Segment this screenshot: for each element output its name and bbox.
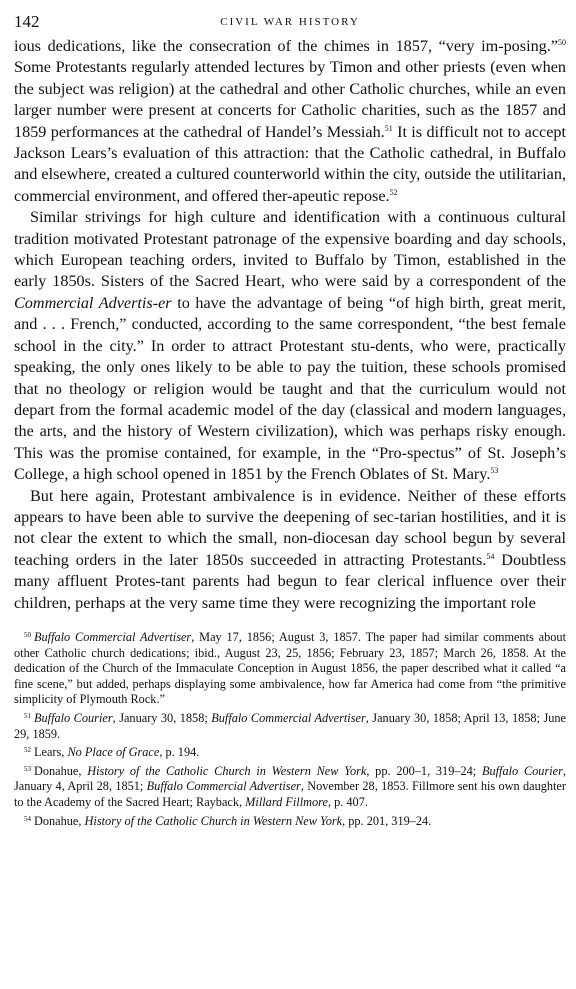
text-run: Donahue, <box>34 763 88 778</box>
italic-text: Buffalo Courier <box>481 763 563 778</box>
text-run: , p. 407. <box>327 794 368 809</box>
text-run: It is difficult not to accept Jackson Lears’s evaluation of this attraction: that the Catholic cathedral, in Buffalo and elsewhere, created a cultured counterworld within the city, outside the utilitarian, commercial environment, and offered ther-apeutic repose. <box>14 122 566 205</box>
footnote-marker: 51 <box>384 123 393 133</box>
text-run: to have the advantage of being “of high birth, great merit, and . . . French,” conducted, according to the same correspondent, “the best female school in the city.” In order to attract Protestant stu-dents, who were, practically speaking, the only ones likely to be able to pay the tuition, these schools promised that no theology or religion would be taught and that the curriculum would not depart from the formal academic model of the day (classical and modern languages, the arts, and the history of Western civilization), which was perhaps risky enough. This was the promise contained, for example, in the “Pro-spectus” of St. Joseph’s College, a high school opened in 1851 by the French Oblates of St. Mary. <box>14 293 566 484</box>
text-run: Some Protestants regularly attended lectures by Timon and other priests (even when the subject was religion) at the cathedral and other Catholic churches, while an even larger number were present at concerts for Catholic charities, such as the 1857 and 1859 performances at the cathedral of Handel’s Messiah. <box>14 58 566 141</box>
text-run: , May 17, 1856; August 3, 1857. The paper had similar comments about other Catholic church dedications; ibid., August 23, 25, 1856; February 23, 1857; March 26, 1858. At the dedication of the Church of the Immaculate Conception in August 1856, the paper described what it called “a fine scene,” but added, perhaps displaying some ambivalence, how far America had come from “the primitive simplicity of Plymouth Rock.” <box>14 629 566 707</box>
text-run: Similar strivings for high culture and identification with a continuous cultural tradition motivated Protestant patronage of the expensive boarding and day schools, which European teaching orders, invited to Buffalo by Timon, established in the early 1850s. Sisters of the Sacred Heart, who were said by a correspondent of the <box>14 208 566 291</box>
text-run: Donahue, <box>34 813 85 828</box>
footnote <box>14 764 566 811</box>
body-paragraph <box>14 486 566 614</box>
footnote <box>14 814 566 830</box>
footnote <box>14 630 566 708</box>
footnote-number: 50 <box>24 630 31 639</box>
italic-text: History of the Catholic Church in Western New York <box>84 813 343 828</box>
body-paragraph <box>14 36 566 207</box>
italic-text: Buffalo Commercial Advertiser <box>146 779 301 794</box>
footnote-marker: 54 <box>486 551 495 561</box>
running-head: CIVIL WAR HISTORY <box>220 16 360 28</box>
italic-text: History of the Catholic Church in Western New York <box>87 763 367 778</box>
italic-text: Buffalo Commercial Advertiser <box>211 710 366 725</box>
footnote <box>14 711 566 742</box>
text-run: But here again, Protestant ambivalence is in evidence. Neither of these efforts appears to have been able to survive the deepening of sec-tarian hostilities, and it is not clear the extent to which the small, non-diocesan day school begun by several teaching orders in the later 1850s succeeded in attracting Protestants. <box>14 486 566 569</box>
text-run: Doubtless many affluent Protes-tant parents had begun to fear clerical influence over their children, perhaps at the very same time they were recognizing the important role <box>14 550 567 612</box>
footnote <box>14 745 566 761</box>
footnote-number: 54 <box>24 814 31 823</box>
footnote-marker: 50 <box>558 38 566 47</box>
text-run: , pp. 200–1, 319–24; <box>366 763 482 778</box>
footnote-number: 52 <box>24 746 31 755</box>
text-run: , January 30, 1858; <box>112 710 212 725</box>
footnote-marker: 53 <box>490 466 499 476</box>
text-run: , p. 194. <box>159 745 200 760</box>
page-header <box>14 10 566 36</box>
text-run: , November 28, 1853. Fillmore sent his own daughter to the Academy of the Sacred Heart; Rayback, <box>14 779 566 809</box>
page-number: 142 <box>14 12 40 31</box>
footnote-marker: 52 <box>389 187 398 197</box>
text-run: , January 4, April 28, 1851; <box>14 763 566 794</box>
italic-text: Commercial Advertis-er <box>14 293 172 312</box>
footnote-number: 51 <box>24 711 31 720</box>
footnotes <box>14 630 566 829</box>
footnote-number: 53 <box>24 764 31 773</box>
body-text <box>14 36 566 614</box>
body-paragraph <box>14 207 566 485</box>
text-run: ious dedications, like the consecration of the chimes in 1857, “very im-posing.” <box>14 37 558 55</box>
text-run: Lears, <box>34 745 68 760</box>
italic-text: Buffalo Courier <box>34 710 113 725</box>
italic-text: Millard Fillmore <box>245 794 328 809</box>
text-run: , pp. 201, 319–24. <box>342 813 432 828</box>
text-run: , January 30, 1858; April 13, 1858; June 29, 1859. <box>14 710 566 741</box>
italic-text: No Place of Grace <box>67 745 160 760</box>
italic-text: Buffalo Commercial Advertiser <box>34 629 192 644</box>
